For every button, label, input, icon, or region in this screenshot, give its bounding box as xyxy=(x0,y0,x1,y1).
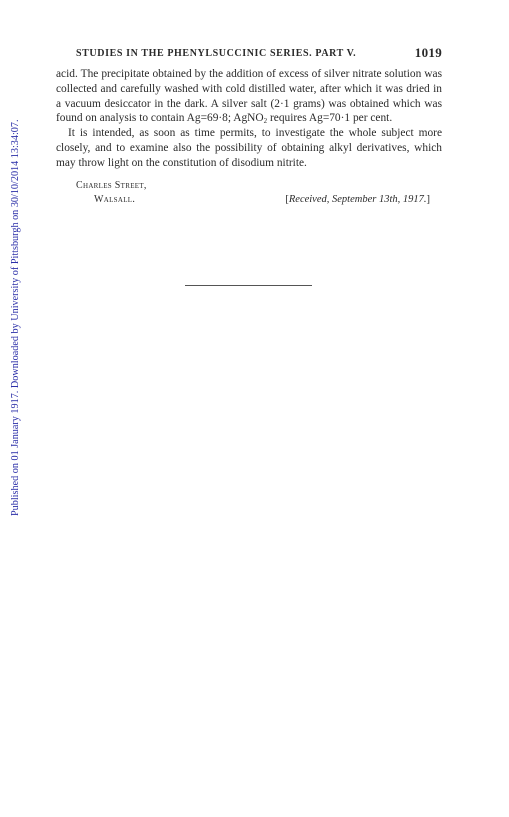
received-date xyxy=(285,194,430,205)
running-head xyxy=(56,44,442,64)
running-head-title: STUDIES IN THE PHENYLSUCCINIC SERIES. PART V. xyxy=(76,48,357,59)
address-line-1: Charles Street, xyxy=(76,179,147,191)
received-open-bracket: [ xyxy=(285,193,289,205)
download-watermark xyxy=(0,0,22,520)
address-line-2: Walsall. xyxy=(94,193,136,205)
formula-subscript: 2 xyxy=(263,117,268,126)
paragraph-1 xyxy=(56,67,442,126)
signature-block xyxy=(56,178,442,212)
paragraph-2: It is intended, as soon as time permits, to investigate the whole subject more closely, and to examine also the possibility of obtaining alkyl derivatives, which may throw light on the constitution of disodium nitrite. xyxy=(56,127,442,169)
download-watermark-text: Published on 01 January 1917. Downloaded by University of Pittsburgh on 30/10/2014 13:34:07. xyxy=(10,119,21,516)
section-rule xyxy=(185,285,312,286)
page-content xyxy=(56,44,442,212)
page-number: 1019 xyxy=(414,45,442,60)
paragraph-1-text-b: requires Ag=70·1 per cent. xyxy=(267,112,393,125)
paragraph-1-text-a: acid. The precipitate obtained by the addition of excess of silver nitrate solution was collected and carefully washed with cold distilled water, after which it was dried in a vacuum desiccator in the dark. A silver salt (2·1 grams) was obtained which was found on analysis to contain Ag=69·8; AgNO xyxy=(56,68,442,125)
body-text xyxy=(56,67,442,171)
received-close-bracket: ] xyxy=(426,193,430,205)
received-date-text: Received, September 13th, 1917. xyxy=(288,193,427,205)
